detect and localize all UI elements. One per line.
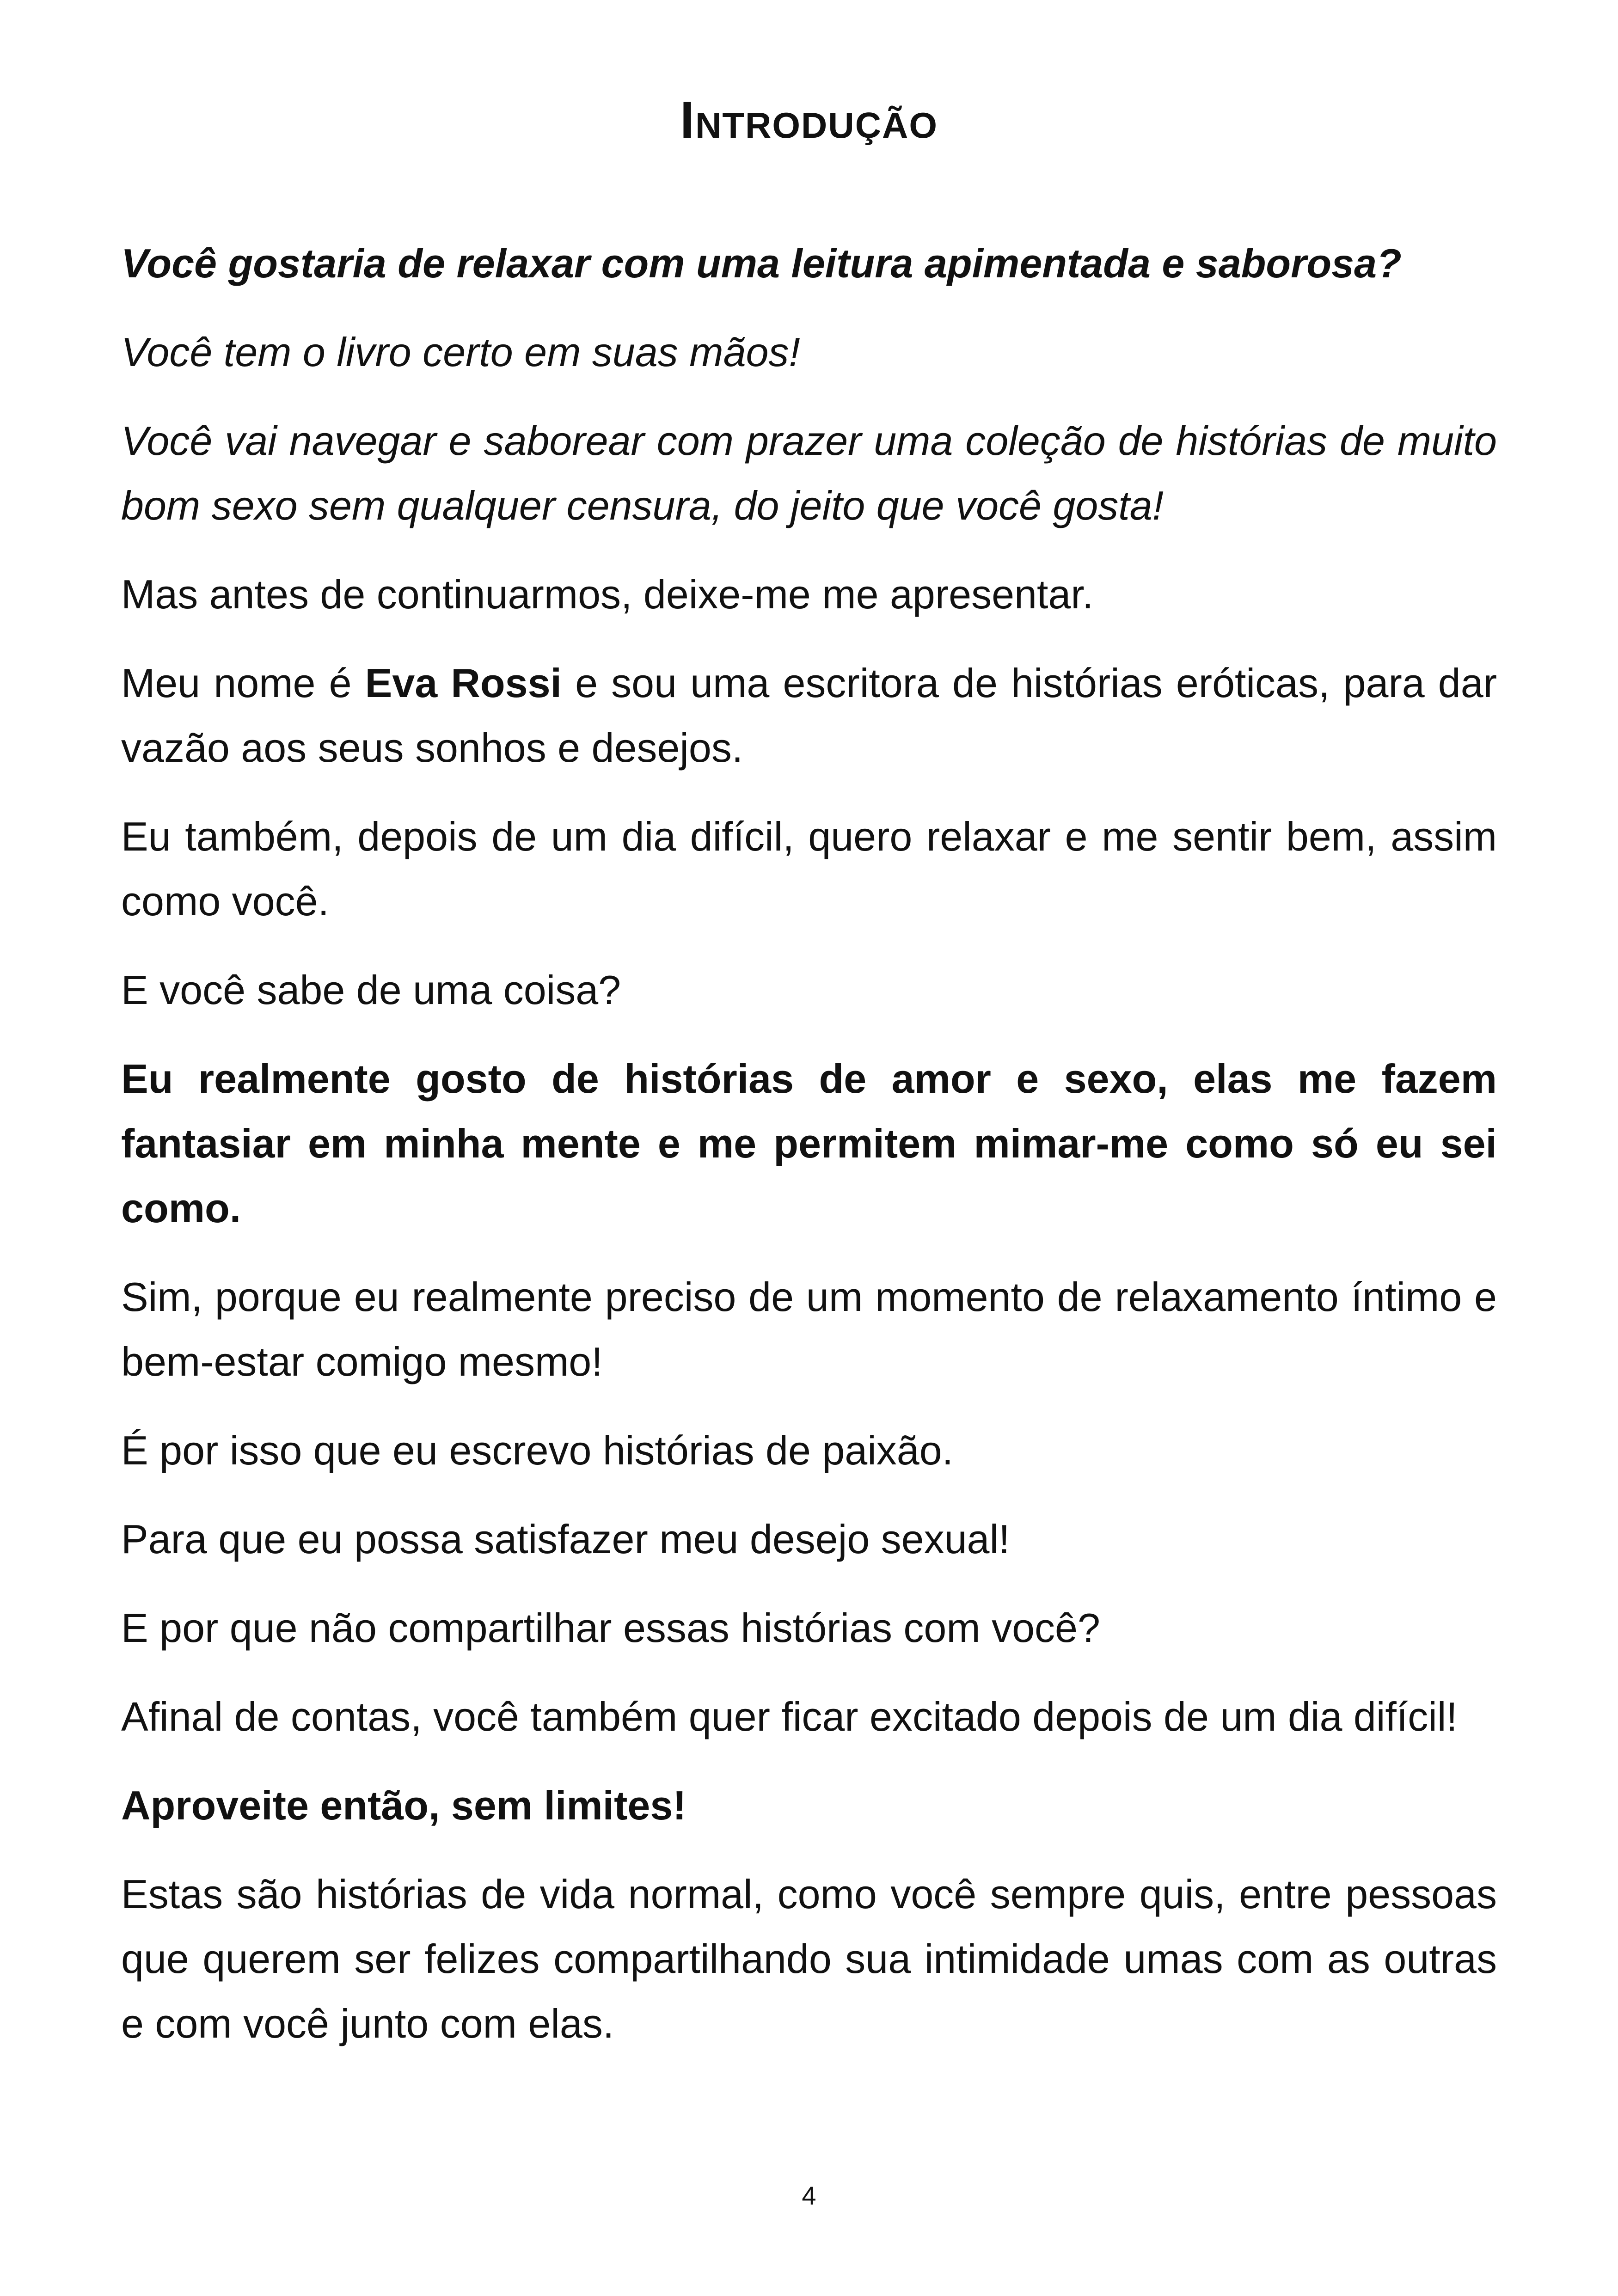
author-description: e sou uma escritora de histórias eróticas, para dar vazão aos seus sonhos e desejos. bbox=[121, 660, 1497, 771]
paragraph-collection: Você vai navegar e saborear com prazer uma coleção de histórias de muito bom sexo sem qualquer censura, do jeito que você gosta! bbox=[121, 418, 1497, 528]
paragraph-question: Você gostaria de relaxar com uma leitura apimentada e saborosa? bbox=[121, 240, 1402, 286]
paragraph-moment: Sim, porque eu realmente preciso de um momento de relaxamento íntimo e bem-estar comigo mesmo! bbox=[121, 1274, 1497, 1384]
paragraph-why-write: É por isso que eu escrevo histórias de paixão. bbox=[121, 1427, 954, 1473]
paragraph-after-all: Afinal de contas, você também quer ficar excitado depois de um dia difícil! bbox=[121, 1694, 1458, 1739]
paragraph-introduce: Mas antes de continuarmos, deixe-me me apresentar. bbox=[121, 571, 1094, 617]
author-name: Eva Rossi bbox=[365, 660, 562, 706]
author-intro-text: Meu nome é bbox=[121, 660, 365, 706]
paragraph-normal-life: Estas são histórias de vida normal, como você sempre quis, entre pessoas que querem ser felizes compartilhando sua intimidade umas com as outras e com você junto com elas. bbox=[121, 1871, 1497, 2046]
paragraph-relax: Eu também, depois de um dia difícil, quero relaxar e me sentir bem, assim como você. bbox=[121, 814, 1497, 924]
paragraph-satisfy: Para que eu possa satisfazer meu desejo sexual! bbox=[121, 1516, 1010, 1562]
paragraph-you-know: E você sabe de uma coisa? bbox=[121, 967, 621, 1013]
page-title: Introdução bbox=[680, 91, 938, 149]
paragraph-right-book: Você tem o livro certo em suas mãos! bbox=[121, 329, 800, 375]
body-text bbox=[121, 231, 1497, 2080]
page-number: 4 bbox=[802, 2181, 816, 2210]
paragraph-author-name bbox=[121, 651, 1497, 780]
paragraph-enjoy: Aproveite então, sem limites! bbox=[121, 1782, 686, 1828]
paragraph-share: E por que não compartilhar essas histórias com você? bbox=[121, 1605, 1100, 1651]
paragraph-love-stories: Eu realmente gosto de histórias de amor e sexo, elas me fazem fantasiar em minha mente e me permitem mimar-me como só eu sei como. bbox=[121, 1056, 1497, 1231]
